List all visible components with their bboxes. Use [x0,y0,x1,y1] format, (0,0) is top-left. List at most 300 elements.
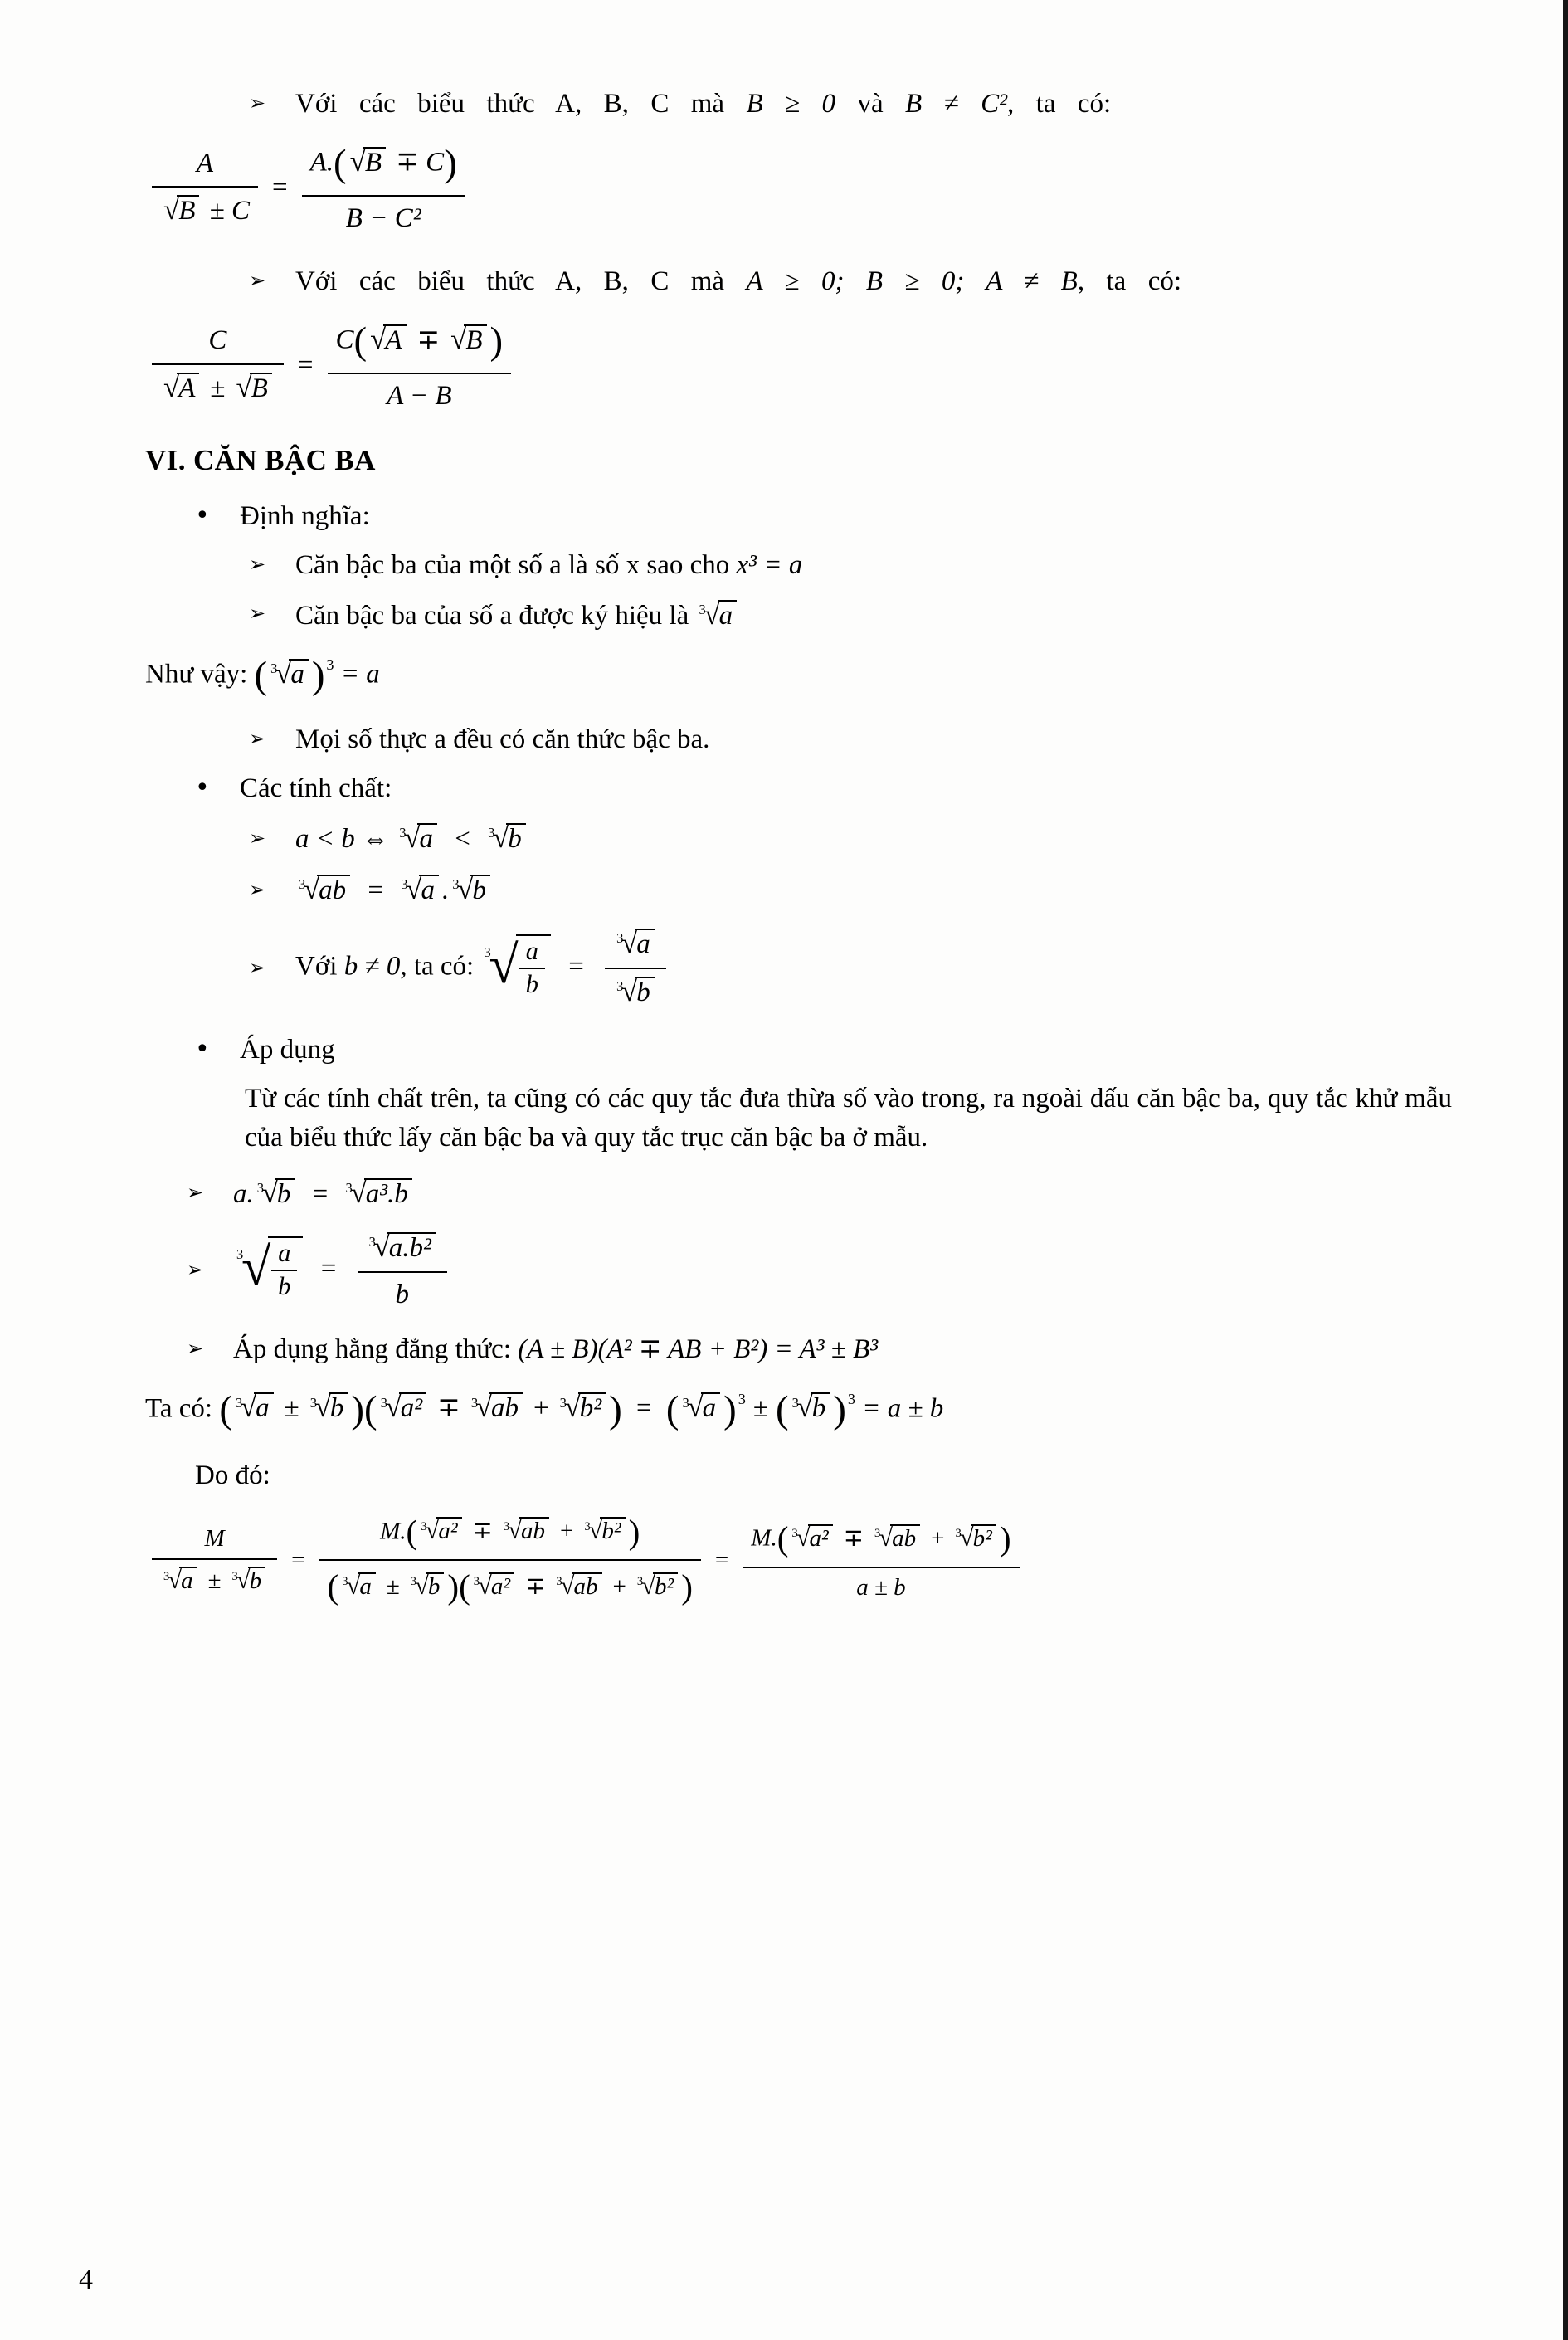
radicand: ab [489,1392,523,1423]
cube-root [310,1387,348,1428]
square-root [370,319,406,360]
minus-plus-sign: ∓ [472,1518,493,1545]
less-than-sign: < [455,824,470,855]
radicand: A [177,373,199,403]
fraction [152,319,284,411]
denominator: b [271,1270,297,1303]
plus-sign: + [931,1524,945,1552]
radicand: ab [519,1517,549,1543]
numerator [319,1506,701,1560]
cube-root [270,654,309,695]
radicand: B [177,195,199,226]
left-paren: ( [334,142,347,186]
numerator [743,1513,1019,1567]
radicand: B [250,373,272,403]
cube-root [299,870,350,910]
cube-root [471,1387,523,1428]
right-paren: ) [489,319,504,363]
radical-sign: √ [349,144,366,178]
radical-sign: √ [796,1391,813,1424]
root-index: 3 [584,1519,591,1533]
math-expression [233,1225,1452,1317]
bullet-label: Định nghĩa: [240,500,370,531]
right-paren: ) [723,1388,737,1431]
cube-root [232,1562,266,1598]
math-token: ∓ C [389,147,445,178]
radicand [268,1236,303,1304]
plus-sign: + [612,1572,626,1600]
bullet-label: Áp dụng [240,1035,335,1065]
radicand: b [426,1572,445,1599]
plus-sign: + [533,1393,549,1424]
text-run: Áp dụng hằng đẳng thức: [233,1333,511,1364]
left-paren: ( [777,1519,789,1558]
square-root [236,368,272,408]
denominator: A − B [328,373,512,418]
right-paren: ) [609,1388,622,1431]
numerator [358,1225,447,1271]
radical-sign: √ [425,1516,440,1545]
bullet-icon: • [195,1035,210,1065]
equals-sign: = [368,875,384,906]
radicand: b² [653,1572,678,1599]
math-token: a < b ⇔ [295,824,390,855]
radical-sign: √ [370,322,387,355]
cube-root [474,1568,514,1604]
right-paren: ) [681,1567,693,1606]
right-paren: ) [628,1512,640,1551]
radicand: b² [578,1392,606,1423]
numerator: A [196,148,214,178]
numerator: M [204,1524,225,1552]
radical-sign: √ [373,1230,390,1263]
cube-root [236,1230,303,1304]
cube-root [699,595,738,636]
radicand: b [811,1392,830,1423]
denominator: b [519,968,545,1001]
root-index: 3 [231,1569,238,1583]
radical-sign: √ [163,193,180,226]
text-run: , ta có: [1077,266,1182,296]
cube-root [399,818,437,859]
arrow-bullet-icon: ➢ [249,268,266,292]
list-item-text [295,546,1452,584]
numerator: a [278,1239,291,1268]
root-index: 3 [163,1569,170,1583]
fraction [519,936,545,1001]
math-token: M. [380,1518,407,1545]
text-run: , ta có: [400,951,475,982]
radical-sign: √ [641,1571,655,1600]
root-index: 3 [473,1575,480,1589]
arrow-bullet-icon: ➢ [249,726,266,750]
radicand: a [419,875,439,905]
plus-minus-sign: ± [386,1572,400,1600]
list-item-text [295,85,1452,123]
left-paren: ( [363,1388,377,1431]
text-run: Ta có: [145,1393,213,1424]
square-root [450,319,486,360]
right-paren: ) [999,1519,1011,1558]
text-run: Căn bậc ba của số a được ký hiệu là [295,601,689,631]
math-token: a. [233,1178,254,1209]
root-index: 3 [380,1394,387,1411]
list-item-def-3 [249,720,1452,758]
radicand: a [718,600,738,631]
denominator: a ± b [743,1567,1019,1608]
bullet-icon: • [195,500,210,530]
arrow-bullet-icon: ➢ [249,553,266,577]
list-item-text [295,595,1452,636]
root-index: 3 [452,876,460,893]
math-token: ± C [202,195,250,226]
cube-root [616,972,655,1012]
radical-sign: √ [796,1523,811,1552]
formula-rationalize-single-root [145,134,1452,241]
root-index: 3 [235,1394,243,1411]
list-item-conjugate-rule-2 [249,262,1452,300]
left-paren: ( [353,319,368,363]
radical-sign: √ [168,1566,183,1595]
radicand [516,934,551,1002]
root-index: 3 [410,1575,416,1589]
root-index: 3 [470,1394,479,1411]
list-item-text [295,262,1452,300]
fraction [328,312,512,418]
radical-sign: √ [385,1391,402,1424]
left-paren: ( [406,1512,418,1551]
square-root [163,368,199,408]
radicand: a [254,1392,274,1423]
cube-root [556,1568,601,1604]
radical-sign: √ [236,370,252,403]
cube-root [560,1387,606,1428]
list-item-rule-clear-denominator [187,1225,1452,1317]
radicand: a [701,1392,721,1423]
right-paren: ) [833,1388,846,1431]
right-paren: ) [447,1567,460,1606]
radical-sign: √ [478,1571,492,1600]
radical-sign: √ [687,1391,704,1424]
root-index: 3 [399,825,407,841]
minus-plus-sign: ∓ [437,1393,460,1424]
radical-sign: √ [879,1523,894,1552]
equals-sign: = [636,1393,652,1424]
math-token: C [335,324,354,355]
cube-root [956,1520,996,1556]
left-paren: ( [665,1388,679,1431]
radicand: B [363,147,386,178]
radicand: b [506,823,526,854]
radical-sign: √ [261,1176,278,1209]
radical-sign: √ [588,1516,603,1545]
cube-root [452,870,490,910]
left-paren: ( [219,1388,232,1431]
root-index: 3 [309,1394,317,1411]
radical-sign: √ [704,598,720,631]
cube-root [257,1173,295,1214]
math-expression [295,818,1452,859]
denominator: b [358,1271,447,1317]
root-index: 3 [342,1575,348,1589]
math-token: = a ± b [862,1393,944,1424]
cube-root [421,1513,461,1548]
math-token: = a [340,659,380,690]
cube-root [163,1562,197,1598]
cube-root [791,1520,832,1556]
root-index: 3 [791,1527,798,1541]
list-item-text: Mọi số thực a đều có căn thức bậc ba. [295,724,710,754]
bullet-item-apply [195,1031,1452,1069]
radicand: a.b² [387,1232,436,1263]
root-index: 3 [616,978,624,995]
arrow-bullet-icon: ➢ [249,956,266,980]
cube-root [346,1173,412,1214]
radicand: a [417,823,437,854]
arrow-bullet-icon: ➢ [187,1181,204,1205]
radical-sign: √ [163,370,180,403]
cube-root [488,818,526,859]
bullet-item-properties [195,769,1452,807]
left-paren: ( [775,1388,789,1431]
list-item-property-product [249,870,1452,910]
radicand: a² [399,1392,426,1423]
radical-sign: √ [560,1571,575,1600]
radical-sign: √ [450,322,467,355]
radicand: b² [600,1517,625,1543]
arrow-bullet-icon: ➢ [249,826,266,850]
arrow-bullet-icon: ➢ [187,1258,204,1282]
cube-root [874,1520,920,1556]
list-item-rule-move-inside [187,1173,1452,1214]
radical-sign: √ [303,873,320,906]
cube-root [616,924,655,964]
equals-sign: = [312,1178,329,1209]
text-run: Với [295,951,338,982]
right-paren: ) [351,1388,364,1431]
arrow-bullet-icon: ➢ [249,91,266,115]
radical-sign: √ [240,1391,257,1424]
text-run: , ta có: [1007,89,1112,119]
list-item-rule-identity [187,1330,1452,1368]
plus-minus-sign: ± [210,373,226,403]
dot-operator: . [441,875,450,906]
left-paren: ( [459,1567,470,1606]
radical-sign: √ [489,934,519,994]
radicand: b [470,875,490,905]
root-index: 3 [682,1394,689,1411]
numerator [605,921,666,968]
math-expression [233,1173,1452,1214]
minus-plus-sign: ∓ [843,1524,864,1552]
radicand: b [248,1567,266,1593]
root-index: 3 [236,1246,244,1263]
numerator: C [208,325,227,356]
square-root [163,190,199,231]
root-index: 3 [559,1394,567,1411]
root-index: 3 [401,876,408,893]
numerator [302,134,465,195]
fraction [152,142,258,234]
cube-root [236,1387,274,1428]
plus-minus-sign: ± [752,1393,768,1424]
root-index: 3 [616,930,624,947]
plus-minus-sign: ± [284,1393,299,1424]
cube-root [584,1513,625,1548]
list-item-text [233,1330,1452,1368]
radicand: b² [971,1524,996,1551]
plus-sign: + [559,1518,574,1545]
denominator [152,1558,277,1601]
radicand: ab [317,875,350,905]
scan-edge [1563,0,1568,2340]
exponent: 3 [847,1391,855,1408]
fraction [743,1513,1019,1607]
radicand: A [383,324,406,355]
formula-rationalize-two-roots [145,312,1452,418]
fraction [319,1506,701,1615]
math-token: A. [309,147,334,178]
root-index: 3 [503,1519,510,1533]
equals-sign: = [714,1547,729,1574]
radicand: a [179,1567,197,1593]
radicand: b [635,977,655,1007]
numerator: a [525,937,538,966]
radical-sign: √ [564,1391,581,1424]
radicand: b [275,1178,295,1209]
cube-root [369,1227,436,1268]
text-run: Với các biểu thức A, B, C mà [295,89,725,119]
line-do-do [195,1456,1452,1494]
radicand: a [358,1572,376,1599]
fraction [302,134,465,241]
list-item-def-1 [249,546,1452,584]
right-paren: ) [311,654,325,698]
left-paren: ( [327,1567,339,1606]
radical-sign: √ [621,975,638,1008]
root-index: 3 [421,1519,427,1533]
root-index: 3 [699,602,706,618]
math-expression: (A ± B)(A² ∓ AB + B²) = A³ ± B³ [518,1333,879,1364]
list-item-property-quotient [249,921,1452,1016]
root-index: 3 [488,825,495,841]
denominator [152,186,258,234]
root-index: 3 [791,1394,799,1411]
equals-sign: = [272,172,288,202]
minus-plus-sign: ∓ [416,324,441,355]
radicand: a² [436,1517,461,1543]
radicand: a² [808,1524,833,1551]
math-expression [295,870,1452,910]
arrow-bullet-icon: ➢ [187,1336,204,1360]
root-index: 3 [556,1575,562,1589]
root-index: 3 [636,1575,644,1589]
text-run: Căn bậc ba của một số a là số x sao cho [295,550,730,581]
denominator [605,968,666,1016]
equals-sign: = [291,1547,305,1574]
numerator [328,312,512,373]
bullet-icon: • [195,773,210,803]
denominator [319,1559,701,1615]
equals-sign: = [320,1253,337,1284]
math-condition: B ≠ C² [905,89,1007,119]
radical-sign: √ [621,927,638,960]
minus-plus-sign: ∓ [525,1572,546,1600]
root-index: 3 [484,944,491,961]
apply-paragraph: Từ các tính chất trên, ta cũng có các quy tắc đưa thừa số vào trong, ra ngoài dấu căn bậc ba, quy tắc khử mẫu của biểu thức lấy căn bậc ba và quy tắc trục căn bậc ba ở mẫu. [245,1084,1452,1153]
text-run: và [857,89,884,119]
radical-sign: √ [493,821,509,855]
radical-sign: √ [314,1391,331,1424]
radicand: B [464,324,486,355]
arrow-bullet-icon: ➢ [249,877,266,901]
fraction [605,921,666,1016]
text-run: Do đó: [195,1460,270,1490]
root-index: 3 [299,876,306,893]
root-index: 3 [368,1233,376,1250]
section-heading: VI. CĂN BẬC BA [145,443,376,476]
radical-sign: √ [404,821,421,855]
radical-sign: √ [350,1176,367,1209]
math-condition: B ≥ 0 [746,89,836,119]
cube-root [637,1568,678,1604]
equals-sign: = [568,951,584,982]
root-index: 3 [270,660,278,676]
left-paren: ( [254,654,268,698]
cube-root [792,1387,830,1428]
radicand: b [329,1392,348,1423]
radical-sign: √ [959,1523,974,1552]
radical-sign: √ [475,1391,492,1424]
root-index: 3 [955,1527,962,1541]
right-paren: ) [444,142,457,186]
list-item-conjugate-rule-1 [249,85,1452,123]
radical-sign: √ [414,1571,429,1600]
text-run: Với các biểu thức A, B, C mà [295,266,725,296]
math-expression: x³ = a [736,550,803,581]
radicand: a [289,659,309,690]
radical-sign: √ [275,656,292,690]
list-item-property-order [249,818,1452,859]
fraction [358,1225,447,1317]
root-index: 3 [874,1527,881,1541]
radicand: a³.b [364,1178,412,1209]
radical-sign: √ [406,873,422,906]
equals-sign: = [297,349,314,380]
cube-root [342,1568,376,1604]
math-condition: A ≥ 0; B ≥ 0; A ≠ B [746,266,1078,296]
text-run: Như vậy: [145,659,248,690]
arrow-bullet-icon: ➢ [249,602,266,626]
cube-root [484,928,550,1002]
radical-sign: √ [508,1516,522,1545]
cube-root [401,870,439,910]
radical-sign: √ [457,873,474,906]
fraction [271,1238,297,1303]
plus-minus-sign: ± [207,1567,222,1595]
radicand: ab [890,1524,920,1551]
radicand: a² [489,1572,514,1599]
square-root [350,142,386,183]
cube-root [411,1568,445,1604]
cube-root [504,1513,549,1548]
math-expression [295,921,1452,1016]
bullet-item-definition [195,497,1452,535]
cube-root [683,1387,721,1428]
cube-root [381,1387,427,1428]
radicand: ab [572,1572,602,1599]
bullet-label: Các tính chất: [240,773,392,804]
